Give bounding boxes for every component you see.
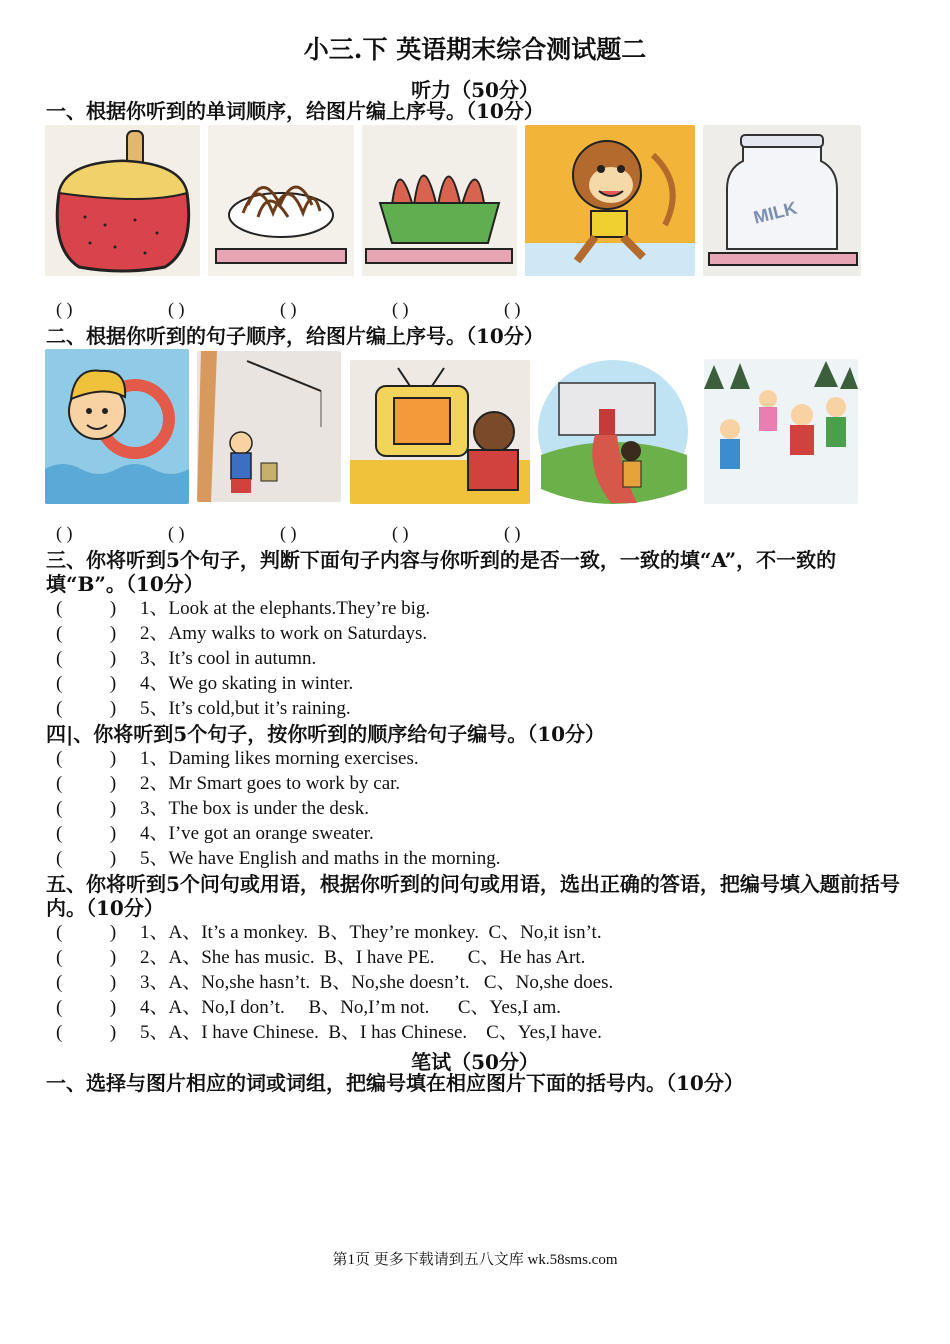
answer-blank[interactable]: ( ) (504, 523, 521, 543)
answer-blank[interactable]: ( ) (56, 623, 117, 644)
answer-blank[interactable]: ( ) (280, 523, 297, 543)
writing-part1-heading: 一、选择与图片相应的词或词组，把编号填在相应图片下面的括号内。（10分） (46, 1071, 744, 1095)
milk-label: MILK (751, 197, 799, 228)
answer-blank[interactable]: ( ) (56, 299, 73, 319)
answer-blank[interactable]: ( ) (392, 299, 409, 319)
item-text: 4、We go skating in winter. (140, 673, 354, 694)
writing-header: 笔试（50分） (411, 1050, 539, 1074)
answer-blank[interactable]: ( ) (56, 1022, 117, 1043)
going-to-school-image (537, 359, 689, 504)
item-text: 2、Amy walks to work on Saturdays. (140, 623, 428, 644)
answer-blank[interactable]: ( ) (56, 947, 117, 968)
skating-image (704, 359, 858, 504)
answer-blank[interactable]: ( ) (56, 773, 117, 794)
listening-header: 听力（50分） (411, 78, 539, 102)
list-item (56, 622, 427, 646)
answer-blank[interactable]: ( ) (56, 997, 117, 1018)
list-item (56, 797, 369, 821)
item-text: 4、A、No,I don’t. B、No,I’m not. C、Yes,I am. (140, 997, 561, 1018)
part2-answer-row (56, 523, 616, 544)
list-item (56, 822, 374, 846)
answer-blank[interactable]: ( ) (56, 523, 73, 543)
answer-blank[interactable]: ( ) (504, 299, 521, 319)
answer-blank[interactable]: ( ) (56, 598, 117, 619)
part1-answer-row (56, 299, 616, 320)
page-footer: 第1页 更多下载请到五八文库 wk.58sms.com (332, 1252, 618, 1268)
list-item (56, 647, 316, 671)
list-item (56, 747, 419, 771)
list-item (56, 996, 561, 1020)
list-item (56, 946, 585, 970)
answer-blank[interactable]: ( ) (56, 698, 117, 719)
part2-heading: 二、根据你听到的句子顺序，给图片编上序号。（10分） (46, 324, 544, 348)
list-item (56, 971, 613, 995)
answer-blank[interactable]: ( ) (56, 648, 117, 669)
item-text: 2、A、She has music. B、I have PE. C、He has Art. (140, 947, 586, 968)
answer-blank[interactable]: ( ) (280, 299, 297, 319)
monkey-image (525, 125, 695, 276)
noodles-image (208, 125, 354, 276)
part3-heading: 三、你将听到5个句子，判断下面句子内容与你听到的是否一致，一致的填“A”，不一致的填“B”。（10分） (46, 548, 837, 596)
list-item (56, 772, 400, 796)
list-item (56, 672, 353, 696)
item-text: 5、We have English and maths in the morning. (140, 848, 501, 869)
item-text: 1、Daming likes morning exercises. (140, 748, 419, 769)
milk-bottle-image (703, 125, 861, 276)
item-text: 3、The box is under the desk. (140, 798, 370, 819)
answer-blank[interactable]: ( ) (56, 972, 117, 993)
page-title: 小三.下 英语期末综合测试题二 (303, 35, 647, 64)
fishing-image (197, 351, 341, 502)
answer-blank[interactable]: ( ) (56, 922, 117, 943)
item-text: 4、I’ve got an orange sweater. (140, 823, 374, 844)
answer-blank[interactable]: ( ) (56, 798, 117, 819)
fish-bowl-image (362, 125, 517, 276)
item-text: 3、It’s cool in autumn. (140, 648, 317, 669)
part5-heading: 五、你将听到5个问句或用语，根据你听到的问句或用语，选出正确的答语，把编号填入题前括号内。（10分） (46, 872, 900, 920)
item-text: 1、Look at the elephants.They’re big. (140, 598, 431, 619)
item-text: 5、A、I have Chinese. B、I has Chinese. C、Yes,I have. (140, 1022, 602, 1043)
item-text: 2、Mr Smart goes to work by car. (140, 773, 401, 794)
swimming-image (45, 349, 189, 504)
answer-blank[interactable]: ( ) (168, 523, 185, 543)
apple-image (45, 125, 200, 276)
item-text: 3、A、No,she hasn’t. B、No,she doesn’t. C、No,she does. (140, 972, 614, 993)
list-item (56, 697, 351, 721)
answer-blank[interactable]: ( ) (56, 748, 117, 769)
watching-tv-image (350, 360, 530, 504)
item-text: 5、It’s cold,but it’s raining. (140, 698, 351, 719)
list-item (56, 921, 602, 945)
part4-heading: 四|、你将听到5个句子，按你听到的顺序给句子编号。（10分） (46, 722, 606, 746)
item-text: 1、A、It’s a monkey. B、They’re monkey. C、No,it isn’t. (140, 922, 602, 943)
answer-blank[interactable]: ( ) (56, 848, 117, 869)
answer-blank[interactable]: ( ) (56, 673, 117, 694)
list-item (56, 1021, 602, 1045)
list-item (56, 597, 430, 621)
answer-blank[interactable]: ( ) (392, 523, 409, 543)
part1-heading: 一、根据你听到的单词顺序，给图片编上序号。（10分） (46, 99, 544, 123)
list-item (56, 847, 500, 871)
answer-blank[interactable]: ( ) (56, 823, 117, 844)
answer-blank[interactable]: ( ) (168, 299, 185, 319)
